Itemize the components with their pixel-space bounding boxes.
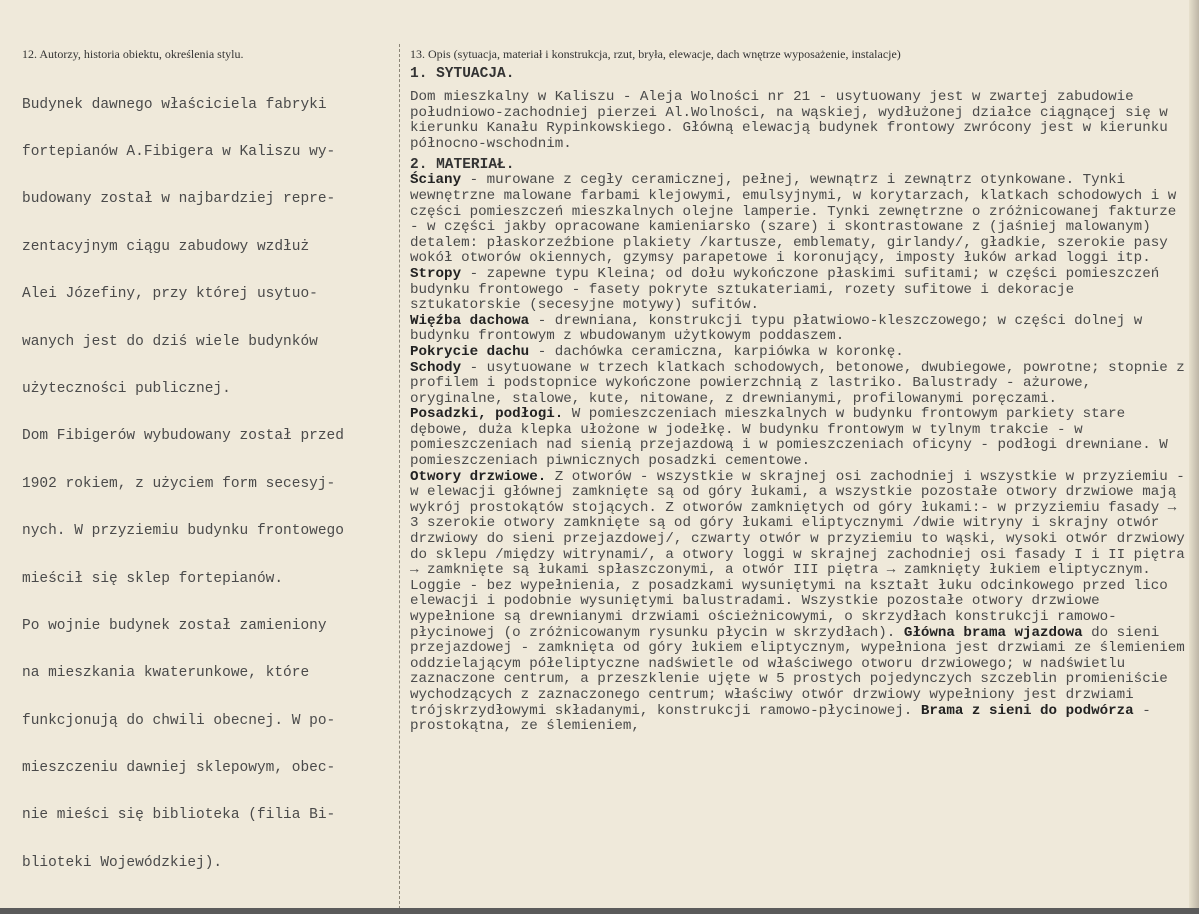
ceilings-label: Stropy — [410, 265, 462, 282]
text-line: użyteczności publicznej. — [22, 380, 231, 397]
section-13-header: 13. Opis (sytuacja, materiał i konstrukcja, rzut, bryła, elewacje, dach wnętrze wyposażenie, instalacje) — [410, 47, 901, 61]
text-line: nych. W przyziemiu budynku frontowego — [22, 523, 344, 540]
text-line: Alei Józefiny, przy której usytuo- — [22, 286, 318, 303]
material-roof-truss — [410, 314, 1185, 345]
walls-label: Ściany — [410, 172, 462, 189]
text-line: zentacyjnym ciągu zabudowy wzdłuż — [22, 238, 310, 255]
roof-truss-label: Więźba dachowa — [410, 312, 530, 329]
floors-text: W pomieszczeniach mieszkalnych w budynku frontowym parkiety stare dębowe, duża klepka ułożone w jodełkę. W budynku frontowym w tylnym trakcie - w pomieszczeniach nad sienią przejazdową i w pomieszczeniach oficyny - podłogi drewniane. W pomieszczeniach piwnicznych posadzki cementowe. — [410, 406, 1168, 470]
stairs-text: - usytuowane w trzech klatkach schodowych, betonowe, dwubiegowe, powrotne; stopnie z profilem i podstopnice wykończone powierzchnią z lastriko. Balustrady - ażurowe, oryginalne, stalowe, kute, nitowane, z drewnianymi, profilowanymi poręczami. — [410, 359, 1185, 407]
text-line: mieścił się sklep fortepianów. — [22, 570, 284, 587]
roofing-label: Pokrycie dachu — [410, 343, 530, 360]
main-gate-label: Główna brama wjazdowa — [903, 624, 1083, 641]
situation-text: Dom mieszkalny w Kaliszu - Aleja Wolności nr 21 - usytuowany jest w zwartej zabudowie południowo-zachodniej pierzei Al.Wolności, na wąskiej, wydłużonej działce ciągnącej się w kierunku Kanału Rypinkowskiego. Główną elewacją budynek frontowy zwrócony jest w kierunku północno-wschodnim. — [410, 89, 1168, 152]
material-walls — [410, 173, 1185, 267]
roof-truss-text: - drewniana, konstrukcji typu płatwiowo-kleszczowego; w części dolnej w budynku frontowym z wbudowanym użytkowym poddaszem. — [410, 312, 1143, 345]
text-line: 1902 rokiem, z użyciem form secesyj- — [22, 475, 336, 492]
text-line: mieszczeniu dawniej sklepowym, obec- — [22, 760, 336, 777]
courtyard-gate-label: Brama z sieni do podwórza — [920, 702, 1134, 719]
text-line: funkcjonują do chwili obecnej. W po- — [22, 712, 336, 729]
courtyard-gate-text: - prostokątna, ze ślemieniem, — [410, 702, 1151, 735]
material-title: 2. MATERIAŁ. — [410, 157, 515, 174]
history-text — [22, 66, 392, 903]
text-line: blioteki Wojewódzkiej). — [22, 854, 223, 871]
roofing-text: - dachówka ceramiczna, karpiówka w koronkę. — [529, 343, 904, 360]
main-gate-text: do sieni przejazdowej - zamknięta od góry łukiem eliptycznym, wypełniona jest drzwiami ze ślemieniem oddzielającym półeliptyczne nadświetle od właściwego otworu drzwiowego; w nadświetlu zaznaczone centrum, a przeszklenie ujęte w 5 prostych pojedynczych szczeblin promieniście wychodzących z zaznaczonego centrum; właściwy otwór drzwiowy wypełniony jest drzwiami trójskrzydłowymi składanymi, konstrukcji ramowo-płycinowej. — [410, 624, 1185, 719]
column-divider — [399, 44, 400, 914]
ceilings-text: - zapewne typu Kleina; od dołu wykończone płaskimi sufitami; w części pomieszczeń budynku frontowego - fasety pokryte sztukateriami, rozety sufitowe i dekoracje sztukatorskie (secesyjne motywy) sufitów. — [410, 265, 1160, 314]
door-openings-label: Otwory drzwiowe. — [410, 468, 547, 485]
text-line: nie mieści się biblioteka (filia Bi- — [22, 807, 336, 824]
floors-label: Posadzki, podłogi. — [410, 406, 564, 423]
material-door-openings — [410, 470, 1185, 735]
stairs-label: Schody — [410, 359, 462, 376]
bottom-border — [0, 908, 1199, 914]
section-12-header: 12. Autorzy, historia obiektu, określenia stylu. — [22, 47, 244, 61]
material-roofing — [410, 345, 1185, 361]
door-openings-text: Z otworów - wszystkie w skrajnej osi zachodniej i wszystkie w przyziemiu - w elewacji głównej zamknięte są od góry łukami, a wszystkie pozostałe otwory drzwiowe mają wykrój prostokątów stojących. Z otworów zamkniętych od góry łukami:- w przyziemiu fasady → 3 szerokie otwory zamknięte są od góry łukami eliptycznymi /dwie witryny i skrajny otwór drzwiowy do sieni przejazdowej/, czwarty otwór w przyziemiu to wąski, wysoki otwór drzwiowy do sklepu /między witrynami/, a otwory loggi w skrajnej zachodniej osi fasady I i II piętra → zamknięte są łukami spłaszczonymi, a otwór III piętra → zamknięty łukiem eliptycznym. Loggie - bez wypełnienia, z posadzkami wysuniętymi na kształt łuku odcinkowego przed lico elewacji i podobnie wysuniętymi balustradami. Wszystkie pozostałe otwory drzwiowe wypełnione są drewnianymi drzwiami ościeżnicowymi, o skrzydłach konstrukcji ramowo-płycinowej (o zróżnicowanym rysunku płycin w skrzydłach). — [410, 468, 1185, 641]
material-stairs — [410, 361, 1185, 408]
section-12-column — [22, 46, 392, 903]
text-line: fortepianów A.Fibigera w Kaliszu wy- — [22, 143, 336, 160]
material-floors — [410, 407, 1185, 469]
situation-title: 1. SYTUACJA. — [410, 66, 515, 82]
text-line: wanych jest do dziś wiele budynków — [22, 333, 318, 350]
text-line: Dom Fibigerów wybudowany został przed — [22, 428, 344, 445]
text-line: Budynek dawnego właściciela fabryki — [22, 96, 327, 113]
text-line: budowany został w najbardziej repre- — [22, 191, 336, 208]
text-line: na mieszkania kwaterunkowe, które — [22, 665, 310, 682]
section-13-column — [410, 46, 1185, 735]
text-line: Po wojnie budynek został zamieniony — [22, 617, 327, 634]
walls-text: - murowane z cegły ceramicznej, pełnej, wewnątrz i zewnątrz otynkowane. Tynki wewnętrzne malowane farbami klejowymi, emulsyjnymi, w korytarzach, klatkach schodowych i w części pomieszczeń mieszkalnych olejne lamperie. Tynki zewnętrzne o zróżnicowanej fakturze - w części jakby opracowane kamieniarsko (szare) i skontrastowane z (jaśniej malowanym) detalem: płaskorzeźbione plakiety /kartusze, emblematy, girlandy/, gładkie, szerokie pasy wokół otworów okiennych, gzymsy parapetowe i koronujący, imposty łuków arkad loggi itp. — [410, 172, 1177, 267]
material-ceilings — [410, 267, 1185, 314]
page-edge — [1189, 0, 1199, 914]
